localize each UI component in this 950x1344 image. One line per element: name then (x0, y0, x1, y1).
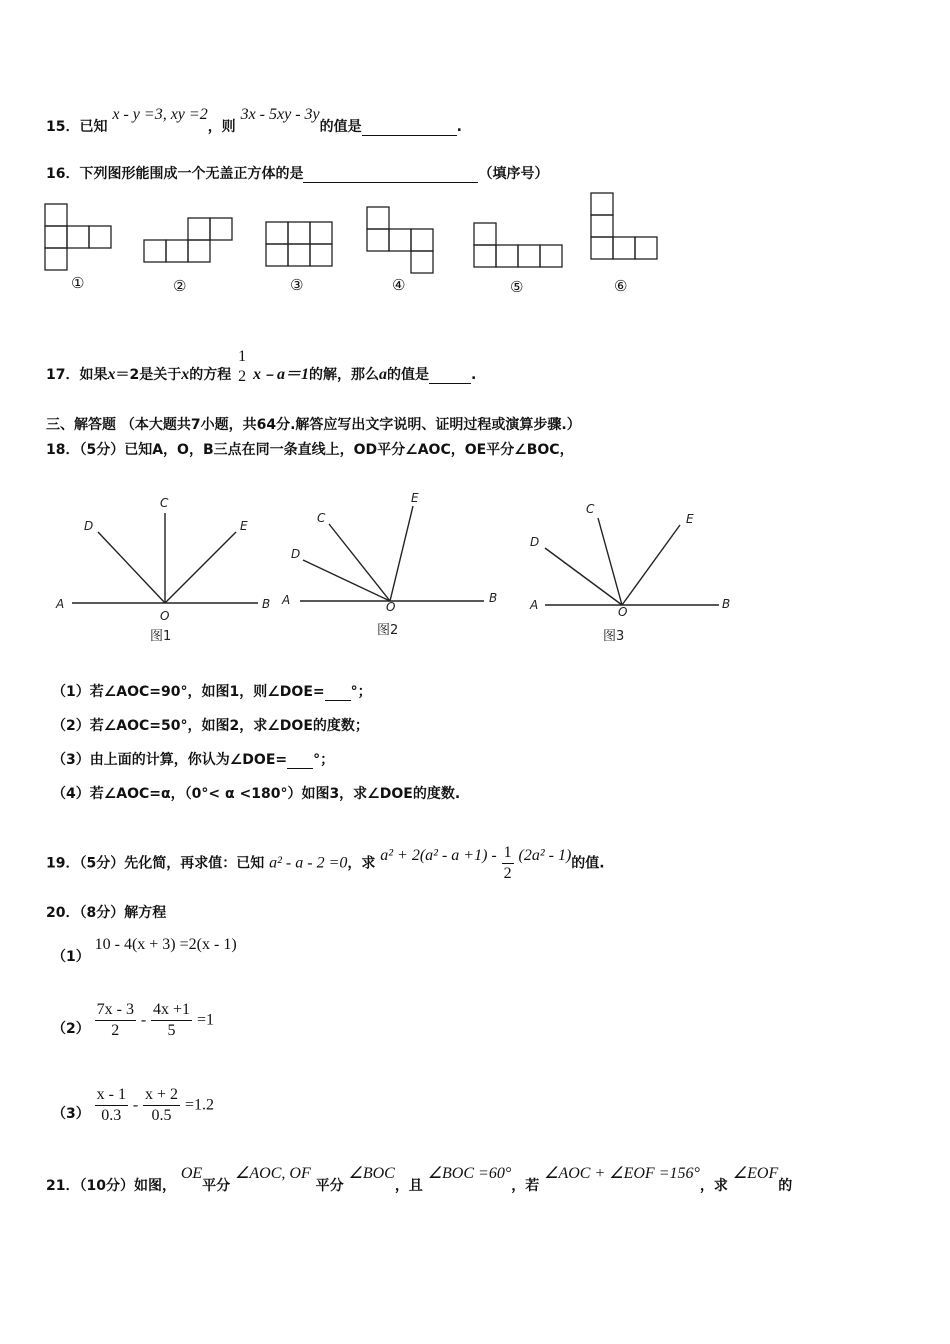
net-label-4: ④ (392, 276, 406, 294)
fig3-label-D: D (530, 535, 540, 549)
q18-figures (0, 480, 950, 650)
net-label-5: ⑤ (510, 278, 524, 296)
fig1-label-B: B (262, 597, 271, 611)
q16: 16．下列图形能围成一个无盖正方体的是 （填序号） (46, 166, 549, 182)
q19: 19．（5分）先化简，再求值：已知 a² - a - 2 =0，求 a² + 2(a² - a +1) - $\frac{1}{2}$ (2a² - 1)的值. (46, 844, 605, 882)
q19-condition: a² - a - 2 =0 (269, 854, 348, 872)
q17-fraction: 1 2 (238, 348, 247, 385)
q18-p1-blank[interactable] (325, 684, 351, 701)
fig3-label-B: B (722, 597, 731, 611)
q17-blank[interactable] (429, 367, 471, 384)
section-3-heading: 三、解答题 （本大题共7小题，共64分.解答应写出文字说明、证明过程或演算步骤.） (46, 417, 581, 433)
q15: 15．已知 x - y =3, xy =2，则 3x - 5xy - 3y的值是 . (46, 106, 462, 135)
fig2-label-E: E (411, 491, 419, 505)
fig1-label-A: A (56, 597, 65, 611)
q15-expression: 3x - 5xy - 3y (240, 106, 320, 123)
q19-fraction: $\frac{1}{2}$ (503, 844, 512, 882)
fig1-label-C: C (160, 496, 169, 510)
q19-expr-left: a² + 2(a² - a +1) - (380, 846, 497, 864)
q20-part1: （1） 10 - 4(x + 3) =2(x - 1) (52, 936, 237, 965)
fig3-label-E: E (686, 512, 694, 526)
fig1-label-E: E (240, 519, 248, 533)
fig2-label-C: C (317, 511, 326, 525)
q18-head: 18．（5分）已知A，O，B三点在同一条直线上，OD平分∠AOC，OE平分∠BOC， (46, 442, 574, 458)
fig3-label-O: O (618, 605, 628, 619)
fig3-label-C: C (586, 502, 595, 516)
q15-condition: x - y =3, xy =2 (112, 106, 208, 123)
q18-part3: （3）由上面的计算，你认为∠DOE= °； (52, 752, 335, 768)
net-label-3: ③ (290, 276, 304, 294)
q17: 17．如果x＝2是关于x的方程 1 2 x﹣a＝1的解，那么a的值是 . (46, 348, 477, 385)
fig3-label-A: A (530, 598, 539, 612)
q16-blank[interactable] (303, 166, 478, 183)
q20-head: 20．（8分）解方程 (46, 905, 167, 921)
fig1-label-D: D (84, 519, 94, 533)
fig2-label-O: O (386, 600, 396, 614)
q15-blank[interactable] (362, 119, 457, 136)
fig2-label-D: D (291, 547, 301, 561)
net-label-2: ② (173, 277, 187, 295)
fig1-label-O: O (160, 609, 170, 623)
q18-part1: （1）若∠AOC=90°，如图1，则∠DOE= °； (52, 684, 372, 700)
q18-p3-blank[interactable] (287, 752, 313, 769)
q16-nets-figure (0, 190, 950, 300)
q20-part3: （3） $\frac{x - 1}{0.3}$ - $\frac{x + 2}{0.5}$ =1.2 (52, 1086, 214, 1124)
q20-part2: （2） $\frac{7x - 3}{2}$ - $\frac{4x +1}{5}$ =1 (52, 1001, 214, 1039)
net-label-6: ⑥ (614, 277, 628, 295)
fig3-caption: 图3 (603, 629, 625, 644)
net-label-1: ① (71, 274, 85, 292)
q18-part4: （4）若∠AOC=α，（0°< α <180°）如图3，求∠DOE的度数. (52, 786, 461, 802)
fig2-caption: 图2 (377, 623, 399, 638)
fig1-caption: 图1 (150, 629, 172, 644)
fig2-label-A: A (282, 593, 291, 607)
q18-part2: （2）若∠AOC=50°，如图2，求∠DOE的度数； (52, 718, 369, 734)
q21: 21．（10分）如图， OE平分 ∠AOC, OF 平分 ∠BOC，且 ∠BOC =60°，若 ∠AOC + ∠EOF =156°，求 ∠EOF的 (46, 1165, 793, 1194)
q19-expr-right: (2a² - 1) (518, 846, 572, 864)
fig2-label-B: B (489, 591, 498, 605)
q20-p1-equation: 10 - 4(x + 3) =2(x - 1) (94, 936, 237, 953)
